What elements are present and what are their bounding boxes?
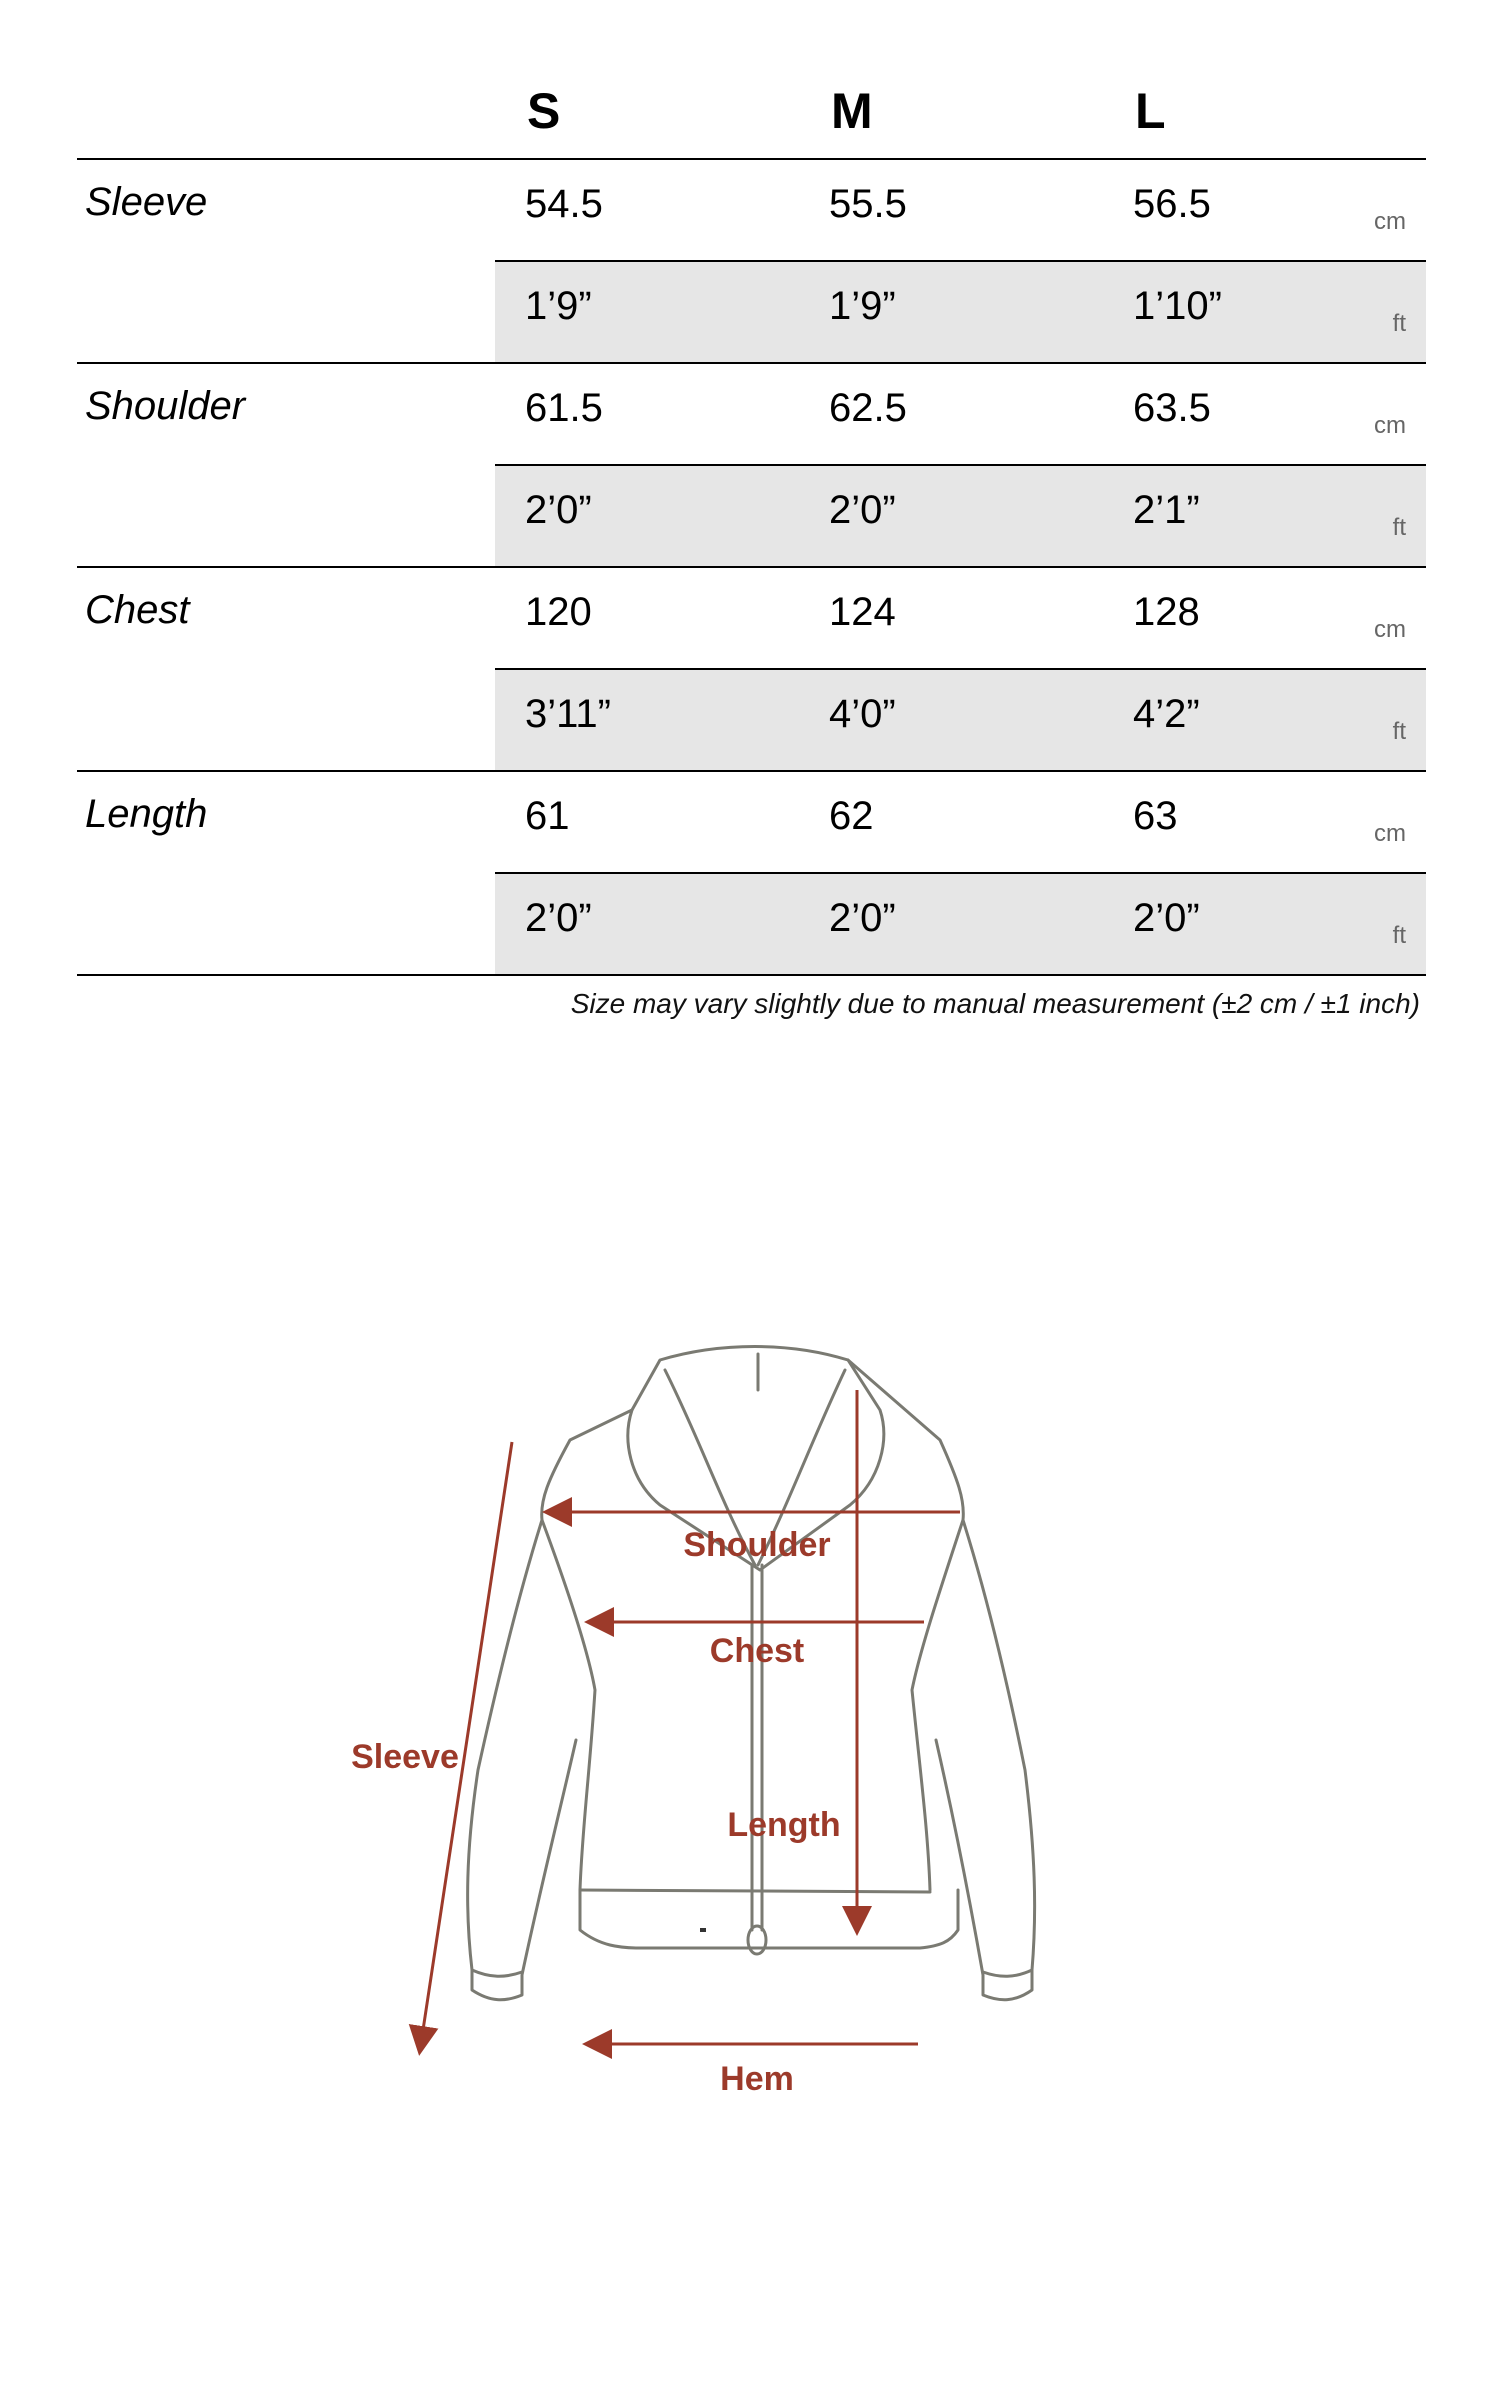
- size-chart-table: [77, 70, 1426, 1019]
- label-shoulder: Shoulder: [683, 1526, 831, 1564]
- value-cell: 2’0”: [1133, 896, 1200, 940]
- ft-row: [495, 874, 1426, 974]
- unit-label-cm: cm: [1374, 412, 1406, 439]
- ft-row: [495, 262, 1426, 362]
- measurement-label: Chest: [85, 588, 190, 632]
- value-cell: 1’10”: [1133, 284, 1222, 328]
- value-cell: 120: [525, 590, 592, 634]
- unit-label-ft: ft: [1392, 922, 1406, 949]
- measurement-label: Length: [85, 792, 208, 836]
- measurement-group-length: [77, 772, 1426, 976]
- value-cell: 128: [1133, 590, 1200, 634]
- label-sleeve: Sleeve: [351, 1738, 459, 1776]
- unit-label-cm: cm: [1374, 208, 1406, 235]
- value-cell: 2’0”: [525, 488, 592, 532]
- measurement-group-shoulder: [77, 364, 1426, 568]
- measurement-group-sleeve: [77, 160, 1426, 364]
- cm-row: [495, 364, 1426, 466]
- size-header-m: M: [831, 83, 873, 139]
- ft-row: [495, 670, 1426, 770]
- value-cell: 62: [829, 794, 874, 838]
- value-cell: 1’9”: [525, 284, 592, 328]
- value-cell: 62.5: [829, 386, 907, 430]
- measurement-label: Sleeve: [85, 180, 208, 224]
- value-cell: 2’0”: [829, 896, 896, 940]
- label-hem: Hem: [720, 2060, 794, 2098]
- unit-label-ft: ft: [1392, 718, 1406, 745]
- cm-row: [495, 160, 1426, 262]
- value-cell: 61.5: [525, 386, 603, 430]
- measurement-label: Shoulder: [85, 384, 246, 428]
- size-header-l: L: [1135, 83, 1166, 139]
- unit-label-ft: ft: [1392, 310, 1406, 337]
- cm-row: [495, 568, 1426, 670]
- value-cell: 56.5: [1133, 182, 1211, 226]
- value-cell: 124: [829, 590, 896, 634]
- size-header-s: S: [527, 83, 561, 139]
- value-cell: 54.5: [525, 182, 603, 226]
- hoodie-outline: [468, 1347, 1035, 2000]
- value-cell: 4’0”: [829, 692, 896, 736]
- label-length: Length: [727, 1806, 841, 1844]
- label-chest: Chest: [709, 1632, 805, 1670]
- ft-row: [495, 466, 1426, 566]
- value-cell: 3’11”: [525, 692, 611, 736]
- hoodie-illustration: [0, 1330, 1500, 2130]
- value-cell: 2’1”: [1133, 488, 1200, 532]
- size-header-row: [77, 70, 1426, 160]
- measurement-group-chest: [77, 568, 1426, 772]
- measurement-disclaimer: Size may vary slightly due to manual measurement (±2 cm / ±1 inch): [570, 988, 1420, 1019]
- measurement-arrows: [420, 1390, 960, 2050]
- unit-label-cm: cm: [1374, 616, 1406, 643]
- value-cell: 55.5: [829, 182, 907, 226]
- hoodie-measurement-diagram: [0, 1330, 1500, 2130]
- value-cell: 4’2”: [1133, 692, 1200, 736]
- value-cell: 2’0”: [525, 896, 592, 940]
- value-cell: 2’0”: [829, 488, 896, 532]
- unit-label-ft: ft: [1392, 514, 1406, 541]
- unit-label-cm: cm: [1374, 820, 1406, 847]
- value-cell: 63.5: [1133, 386, 1211, 430]
- value-cell: 63: [1133, 794, 1178, 838]
- value-cell: 1’9”: [829, 284, 896, 328]
- value-cell: 61: [525, 794, 570, 838]
- cm-row: [495, 772, 1426, 874]
